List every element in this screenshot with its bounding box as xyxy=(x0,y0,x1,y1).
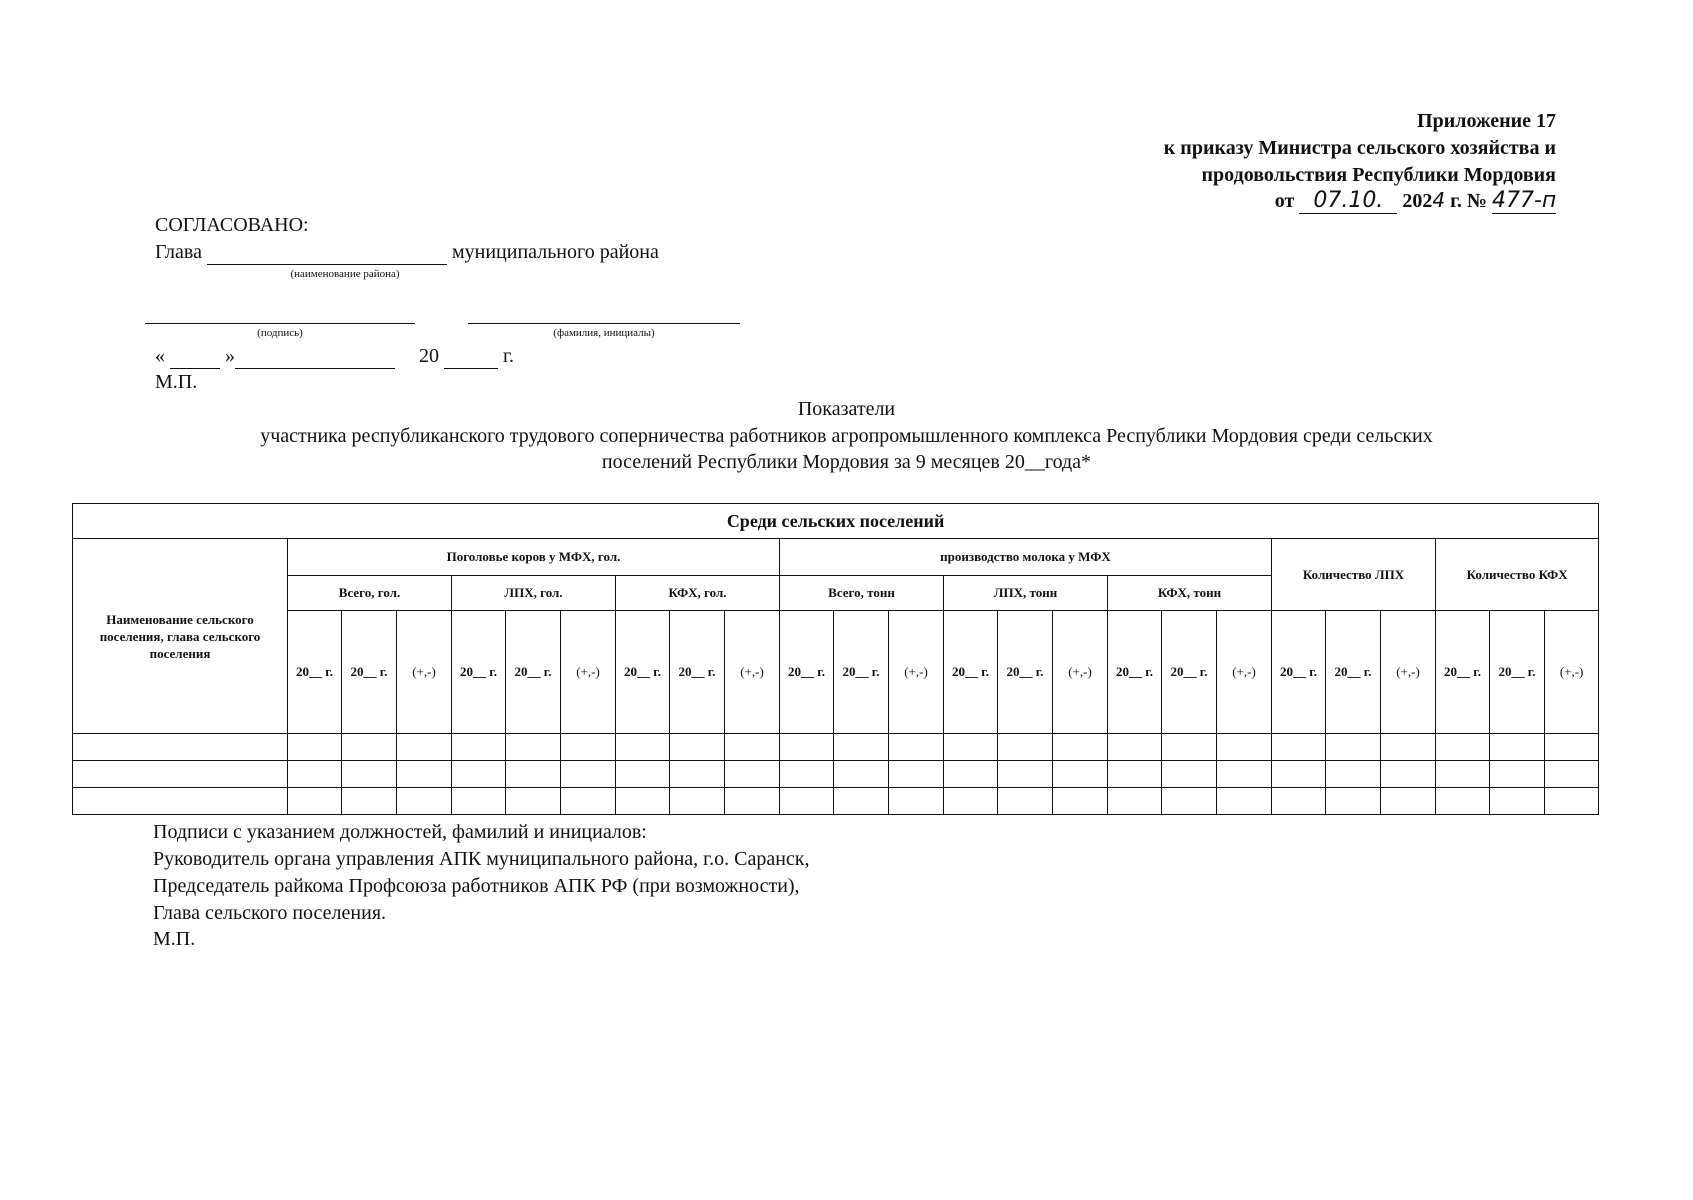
name-caption: (фамилия, инициалы) xyxy=(553,327,655,339)
year-cell: 20__ г. xyxy=(670,611,725,734)
value-cell[interactable] xyxy=(1436,788,1490,815)
year-cell: 20__ г. xyxy=(342,611,397,734)
value-cell[interactable] xyxy=(452,788,506,815)
quote-open: « xyxy=(155,345,165,367)
signatures-heading: Подписи с указанием должностей, фамилий и инициалов: xyxy=(153,821,647,843)
table-row xyxy=(73,788,1599,815)
title-participant-line: участника республиканского трудового соперничества работников агропромышленного комплекса Республики Мордовия среди сельских xyxy=(260,425,1433,447)
subheader-milk-kfh: КФХ, тонн xyxy=(1108,576,1272,611)
group-header-count-kfh: Количество КФХ xyxy=(1436,539,1599,611)
value-cell[interactable] xyxy=(889,734,944,761)
settlement-name-cell[interactable] xyxy=(73,734,288,761)
district-caption: (наименование района) xyxy=(290,268,400,280)
year-cell: 20__ г. xyxy=(1436,611,1490,734)
diff-cell: (+,-) xyxy=(725,611,780,734)
year-cell: 20__ г. xyxy=(1162,611,1217,734)
value-cell[interactable] xyxy=(342,734,397,761)
value-cell[interactable] xyxy=(998,734,1053,761)
value-cell[interactable] xyxy=(670,788,725,815)
year-cell: 20__ г. xyxy=(616,611,670,734)
order-date-handwritten: 07.10. xyxy=(1299,188,1397,214)
subheader-cows-total: Всего, гол. xyxy=(288,576,452,611)
diff-cell: (+,-) xyxy=(561,611,616,734)
value-cell[interactable] xyxy=(616,788,670,815)
year-cell: 20__ г. xyxy=(1490,611,1545,734)
value-cell[interactable] xyxy=(998,761,1053,788)
value-cell[interactable] xyxy=(1326,761,1381,788)
value-cell[interactable] xyxy=(725,734,780,761)
value-cell[interactable] xyxy=(1217,761,1272,788)
group-header-count-lph: Количество ЛПХ xyxy=(1272,539,1436,611)
value-cell[interactable] xyxy=(1108,788,1162,815)
value-cell[interactable] xyxy=(616,761,670,788)
value-cell[interactable] xyxy=(889,761,944,788)
value-cell[interactable] xyxy=(452,734,506,761)
value-cell[interactable] xyxy=(561,734,616,761)
subheader-milk-lph: ЛПХ, тонн xyxy=(944,576,1108,611)
group-header-cows: Поголовье коров у МФХ, гол. xyxy=(288,539,780,576)
settlement-name-cell[interactable] xyxy=(73,788,288,815)
subheader-cows-lph: ЛПХ, гол. xyxy=(452,576,616,611)
value-cell[interactable] xyxy=(780,788,834,815)
signature-line xyxy=(145,323,415,324)
value-cell[interactable] xyxy=(1326,734,1381,761)
value-cell[interactable] xyxy=(834,734,889,761)
value-cell[interactable] xyxy=(1272,761,1326,788)
indicators-table xyxy=(72,503,1599,815)
value-cell[interactable] xyxy=(1272,788,1326,815)
diff-cell: (+,-) xyxy=(1053,611,1108,734)
value-cell[interactable] xyxy=(725,761,780,788)
value-cell[interactable] xyxy=(1381,761,1436,788)
appendix-date-line xyxy=(1275,188,1556,214)
quote-close: » xyxy=(225,345,235,367)
year-cell: 20__ г. xyxy=(834,611,889,734)
signature-caption: (подпись) xyxy=(257,327,303,339)
settlement-name-cell[interactable] xyxy=(73,761,288,788)
year-cell: 20__ г. xyxy=(780,611,834,734)
year-cell: 20__ г. xyxy=(1272,611,1326,734)
value-cell[interactable] xyxy=(1436,734,1490,761)
approval-year-suffix: г. xyxy=(503,345,514,367)
table-row xyxy=(73,761,1599,788)
year-cell: 20__ г. xyxy=(452,611,506,734)
value-cell[interactable] xyxy=(1490,788,1545,815)
diff-cell: (+,-) xyxy=(397,611,452,734)
value-cell[interactable] xyxy=(397,761,452,788)
year-cell: 20__ г. xyxy=(1108,611,1162,734)
value-cell[interactable] xyxy=(1053,788,1108,815)
value-cell[interactable] xyxy=(342,788,397,815)
value-cell[interactable] xyxy=(452,761,506,788)
value-cell[interactable] xyxy=(1217,788,1272,815)
subheader-cows-kfh: КФХ, гол. xyxy=(616,576,780,611)
value-cell[interactable] xyxy=(780,734,834,761)
value-cell[interactable] xyxy=(1490,761,1545,788)
approval-year-prefix: 20 xyxy=(419,345,439,367)
value-cell[interactable] xyxy=(561,788,616,815)
diff-cell: (+,-) xyxy=(1217,611,1272,734)
value-cell[interactable] xyxy=(1272,734,1326,761)
approval-head-line xyxy=(155,241,659,265)
subheader-milk-total: Всего, тонн xyxy=(780,576,944,611)
signatures-stamp: М.П. xyxy=(153,928,196,950)
value-cell[interactable] xyxy=(834,788,889,815)
diff-cell: (+,-) xyxy=(1381,611,1436,734)
title-period-line: поселений Республики Мордовия за 9 месяцев 20__года* xyxy=(601,451,1092,473)
value-cell[interactable] xyxy=(834,761,889,788)
title-indicators: Показатели xyxy=(797,398,896,420)
signature-apk-head: Руководитель органа управления АПК муниципального района, г.о. Саранск, xyxy=(153,848,810,870)
value-cell[interactable] xyxy=(725,788,780,815)
value-cell[interactable] xyxy=(1053,734,1108,761)
appendix-ministry-line: продовольствия Республики Мордовия xyxy=(1201,164,1556,186)
approval-district-suffix: муниципального района xyxy=(451,241,659,263)
value-cell[interactable] xyxy=(1490,734,1545,761)
value-cell[interactable] xyxy=(1162,788,1217,815)
appendix-number: Приложение 17 xyxy=(1417,110,1556,132)
value-cell[interactable] xyxy=(998,788,1053,815)
order-number-handwritten: 477-п xyxy=(1492,188,1557,213)
value-cell[interactable] xyxy=(1545,734,1599,761)
value-cell[interactable] xyxy=(397,734,452,761)
name-line xyxy=(468,323,740,324)
value-cell[interactable] xyxy=(506,734,561,761)
value-cell[interactable] xyxy=(1108,761,1162,788)
value-cell[interactable] xyxy=(288,788,342,815)
appendix-ot: от xyxy=(1274,190,1295,212)
value-cell[interactable] xyxy=(288,734,342,761)
value-cell[interactable] xyxy=(944,734,998,761)
year-cell: 20__ г. xyxy=(288,611,342,734)
value-cell[interactable] xyxy=(561,761,616,788)
value-cell[interactable] xyxy=(506,761,561,788)
order-year-prefix: 202 xyxy=(1402,190,1433,212)
value-cell[interactable] xyxy=(1162,761,1217,788)
table-row xyxy=(73,734,1599,761)
value-cell[interactable] xyxy=(944,761,998,788)
value-cell[interactable] xyxy=(1381,734,1436,761)
value-cell[interactable] xyxy=(1162,734,1217,761)
approval-date-line xyxy=(155,345,514,369)
value-cell[interactable] xyxy=(670,761,725,788)
year-cell: 20__ г. xyxy=(998,611,1053,734)
value-cell[interactable] xyxy=(616,734,670,761)
appendix-order-line: к приказу Министра сельского хозяйства и xyxy=(1163,137,1556,159)
year-cell: 20__ г. xyxy=(944,611,998,734)
order-year-digit-handwritten: 4 xyxy=(1432,188,1446,212)
diff-cell: (+,-) xyxy=(1545,611,1599,734)
year-cell: 20__ г. xyxy=(1326,611,1381,734)
signature-union-chair: Председатель райкома Профсоюза работников АПК РФ (при возможности), xyxy=(153,875,800,897)
diff-cell: (+,-) xyxy=(889,611,944,734)
value-cell[interactable] xyxy=(1217,734,1272,761)
value-cell[interactable] xyxy=(1545,788,1599,815)
value-cell[interactable] xyxy=(1436,761,1490,788)
value-cell[interactable] xyxy=(288,761,342,788)
group-header-milk: производство молока у МФХ xyxy=(780,539,1272,576)
value-cell[interactable] xyxy=(780,761,834,788)
value-cell[interactable] xyxy=(1108,734,1162,761)
value-cell[interactable] xyxy=(506,788,561,815)
approval-glava-label: Глава xyxy=(155,241,202,263)
value-cell[interactable] xyxy=(670,734,725,761)
value-cell[interactable] xyxy=(944,788,998,815)
year-cell: 20__ г. xyxy=(506,611,561,734)
table-title: Среди сельских поселений xyxy=(73,504,1599,539)
order-year-suffix: г. № xyxy=(1445,190,1487,212)
year-header-row xyxy=(73,611,1599,734)
settlement-name-header: Наименование сельского поселения, глава сельского поселения xyxy=(73,539,288,734)
value-cell[interactable] xyxy=(1545,761,1599,788)
value-cell[interactable] xyxy=(1326,788,1381,815)
value-cell[interactable] xyxy=(342,761,397,788)
value-cell[interactable] xyxy=(1053,761,1108,788)
value-cell[interactable] xyxy=(1381,788,1436,815)
signature-settlement-head: Глава сельского поселения. xyxy=(153,902,387,924)
approval-stamp: М.П. xyxy=(155,371,198,393)
approval-heading: СОГЛАСОВАНО: xyxy=(155,214,309,236)
value-cell[interactable] xyxy=(889,788,944,815)
value-cell[interactable] xyxy=(397,788,452,815)
